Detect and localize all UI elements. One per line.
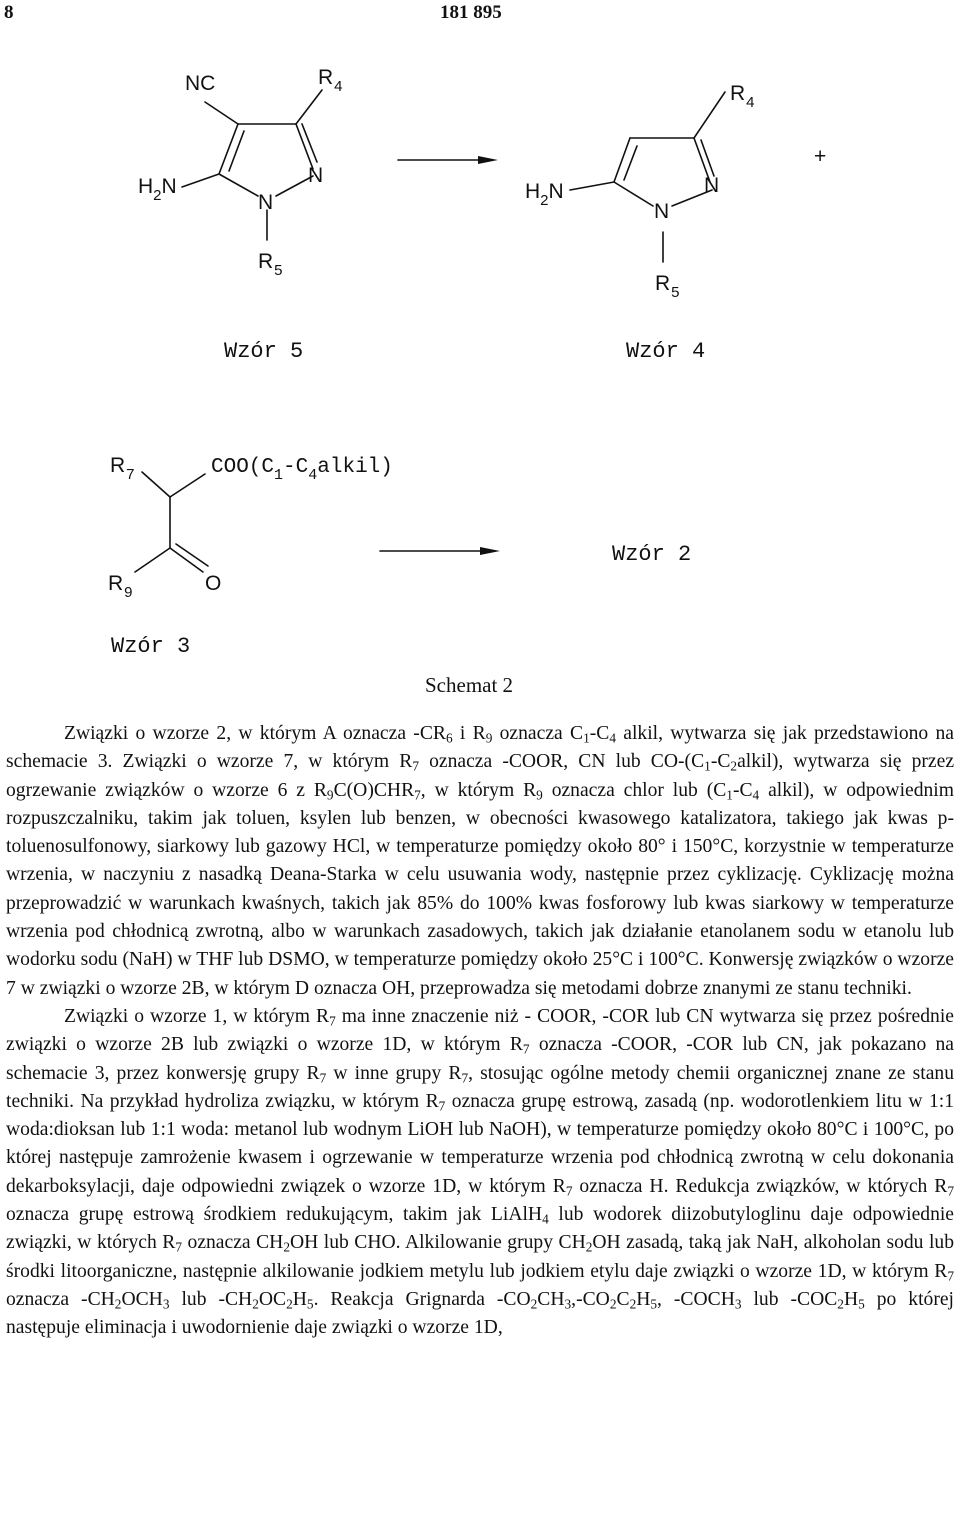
paragraph: Związki o wzorze 2, w którym A oznacza $-CR_6$ i $R_9$ oznacza $C_1-C_4$ alkil, wytwarza się jak przedstawiono na schemacie 3. Związki o wzorze 7, w którym $R_7$ oznacza -COOR, CN lub $CO-(C_1-C_2alkil)$, wytwarza się przez ogrzewanie związków o wzorze 6 z $R_9C(O)CHR_7$, w którym $R_9$ oznacza chlor lub ($C_1-C_4$ alkil), w odpowiednim rozpuszczalniku, takim jak toluen, ksylen lub benzen, w obecności kwasowego katalizatora, takiego jak kwas p-toluenosulfonowy, siarkowy lub gazowy HCl, w temperaturze pomiędzy około 80° i 150°C, korzystnie w temperaturze wrzenia, w naczyniu z nasadką Deana-Starka w celu usuwania wody, następnie przez cyklizację. Cyklizację można przeprowadzić w warunkach kwaśnych, takich jak 85% do 100% kwas fosforowy lub kwas siarkowy w temperaturze wrzenia pod chłodnicą zwrotną, albo w warunkach zasadowych, takich jak działanie etanolanem sodu w etanolu lub wodorku sodu (NaH) w THF lub DSMO, w temperaturze pomiędzy około 25°C i 100°C. Konwersję związków o wzorze 7 w związki o wzorze 2B, w którym D oznacza OH, przeprowadza się metodami dobrze znanymi ze stanu techniki.	[6, 723, 955, 999]
formula-5-bonds	[182, 90, 322, 240]
formula-4-bonds	[570, 92, 725, 262]
f3-ester-label: $COO(C_1-C_4alkil)$	[211, 456, 393, 484]
formula-3-bonds	[135, 472, 208, 572]
f5-h2n-label: $H_2N$	[138, 175, 177, 204]
formula-4-label: Wzór 4	[626, 339, 706, 364]
f4-n2-label: N	[704, 174, 720, 197]
f4-h2n-label: $H_2N$	[525, 180, 564, 209]
f3-r7-label: $R_7$	[110, 454, 135, 483]
reaction-scheme	[0, 40, 960, 670]
f5-nc-label: NC	[185, 72, 216, 95]
page-number: 8	[4, 2, 14, 23]
f4-r4-label: $R_4$	[730, 82, 755, 111]
formula-3-label: Wzór 3	[111, 634, 191, 659]
f5-r4-label: $R_4$	[318, 66, 343, 95]
f4-r5-label: $R_5$	[655, 272, 680, 301]
paragraph: Związki o wzorze 1, w którym $R_7$ ma inne znaczenie niż - COOR, -COR lub CN wytwarza się przez pośrednie związki o wzorze 2B lub związki o wzorze 1D, w którym $R_7$ oznacza -COOR, -COR lub CN, jak pokazano na schemacie 3, przez konwersję grupy $R_7$ w inne grupy $R_7$, stosując ogólne metody chemii organicznej znane ze stanu techniki. Na przykład hydroliza związku, w którym $R_7$ oznacza grupę estrową, zasadą (np. wodorotlenkiem litu w 1:1 woda:dioksan lub 1:1 woda: metanol lub wodnym LiOH lub NaOH), w temperaturze pomiędzy około 80°C i 100°C, po której następuje zamrożenie kwasem i ogrzewanie w temperaturze wrzenia pod chłodnicą zwrotną w celu dokonania dekarboksylacji, daje odpowiedni związek o wzorze 1D, w którym $R_7$ oznacza H. Redukcja związków, w których $R_7$ oznacza grupę estrową środkiem redukującym, takim jak LiAlH$_4$ lub wodorek diizobutyloglinu daje odpowiednie związki, w których $R_7$ oznacza $CH_2OH$ lub CHO. Alkilowanie grupy $CH_2OH$ zasadą, taką jak NaH, alkoholan sodu lub środki litoorganiczne, następnie alkilowanie jodkiem metylu lub jodkiem etylu daje związki o wzorze 1D, w którym $R_7$ oznacza $-CH_2OCH_3$ lub $-CH_2OC_2H_5$. Reakcja Grignarda $-CO_2CH_3,-CO_2C_2H_5$, $-COCH_3$ lub $-COC_2H_5$ po której następuje eliminacja i uwodornienie daje związki o wzorze 1D,	[6, 1005, 955, 1339]
f4-n1-label: N	[654, 200, 670, 223]
patent-number: 181 895	[440, 2, 502, 23]
scheme-caption: Schemat 2	[425, 673, 514, 697]
body-text	[6, 720, 954, 1343]
plus-sign: +	[814, 145, 827, 168]
f3-r9-label: $R_9$	[108, 572, 133, 601]
f3-o-label: O	[205, 572, 222, 595]
formula-5-label: Wzór 5	[224, 339, 304, 364]
f5-n1-label: N	[258, 191, 274, 214]
formula-2-label: Wzór 2	[612, 542, 692, 567]
f5-n2-label: N	[308, 164, 324, 187]
f5-r5-label: $R_5$	[258, 250, 283, 279]
